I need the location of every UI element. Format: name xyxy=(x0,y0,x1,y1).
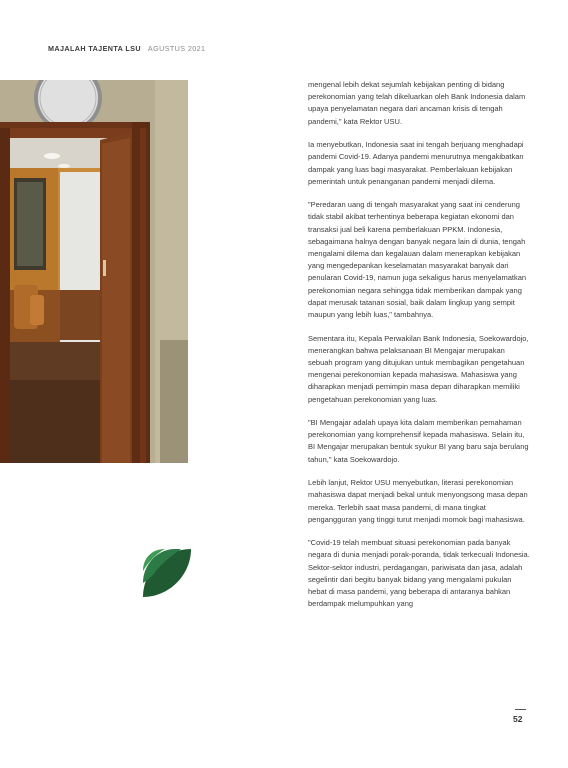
article-paragraph: "BI Mengajar adalah upaya kita dalam memberikan pemahaman perekonomian yang komprehensif kepada mahasiswa. Selain itu, BI Mengajar merupakan bentuk syukur BI yang baru saja berulang tahun," kata Soekowardojo. xyxy=(308,418,529,464)
article-paragraph: "Peredaran uang di tengah masyarakat yang saat ini cenderung tidak stabil akibat terhentinya beberapa kegiatan ekonomi dan transaksi jual beli karena pemberlakuan PPKM. Indonesia, sebagaimana halnya dengan banyak negara lain di dunia, tengah mengalami dilema dan kegalauan dalam menerapkan kebijakan yang mengedepankan keselamatan masyarakat banyak dari penularan Covid-19, namun juga sekaligus harus menyelamatkan perekonomian negara sehingga tidak memberikan dampak yang dapat merusak tatanan sosial, baik dalam lingkup yang sempit maupun yang lebih luas," tambahnya. xyxy=(308,200,527,320)
article-paragraph: Ia menyebutkan, Indonesia saat ini tengah berjuang menghadapi pandemi Covid-19. Adanya pandemi menurutnya mengakibatkan dampak yang luas bagi masyarakat. Pemberlakuan kebijakan pemerintah untuk penanganan pandemi menjadi dilema. xyxy=(308,140,524,186)
article-body xyxy=(308,79,530,622)
green-leaf-icon xyxy=(143,549,191,602)
page-number: 52 xyxy=(513,714,523,724)
article-photo xyxy=(0,80,188,463)
issue-date: AGUSTUS 2021 xyxy=(147,44,206,53)
magazine-name: MAJALAH TAJENTA LSU xyxy=(48,44,141,53)
article-paragraph: mengenal lebih dekat sejumlah kebijakan penting di bidang perekonomian yang telah dikeluarkan oleh Bank Indonesia dalam upaya penyelamatan negara dari ancaman krisis di tengah pandemi," kata Rektor USU. xyxy=(308,80,526,126)
article-paragraph: "Covid-19 telah membuat situasi perekonomian pada banyak negara di dunia menjadi porak-poranda, tidak terkecuali Indonesia. Sektor-sektor industri, perdagangan, pariwisata dan jasa, adalah segelintir dari begitu banyak bidang yang mengalami pukulan hebat di masa pandemi, yang beberapa di antaranya bahkan berdampak melumpuhkan yang xyxy=(308,538,530,609)
running-header xyxy=(48,44,205,53)
article-paragraph: Sementara itu, Kepala Perwakilan Bank Indonesia, Soekowardojo, menerangkan bahwa pelaksanaan BI Mengajar merupakan sebuah program yang ditujukan untuk membagikan pengetahuan mengenai perekonomian kepada mahasiswa. Mahasiswa yang diharapkan menjadi pemimpin masa depan diharapkan memiliki pengetahuan perekonomian yang luas. xyxy=(308,333,529,404)
page-number-rule xyxy=(515,709,526,710)
article-paragraph: Lebih lanjut, Rektor USU menyebutkan, literasi perekonomian mahasiswa dapat menjadi bekal untuk menyongsong masa depan mereka. Terlebih saat masa pandemi, di mana tingkat pengangguran yang tinggi turut menjadi momok bagi mahasiswa. xyxy=(308,478,528,524)
